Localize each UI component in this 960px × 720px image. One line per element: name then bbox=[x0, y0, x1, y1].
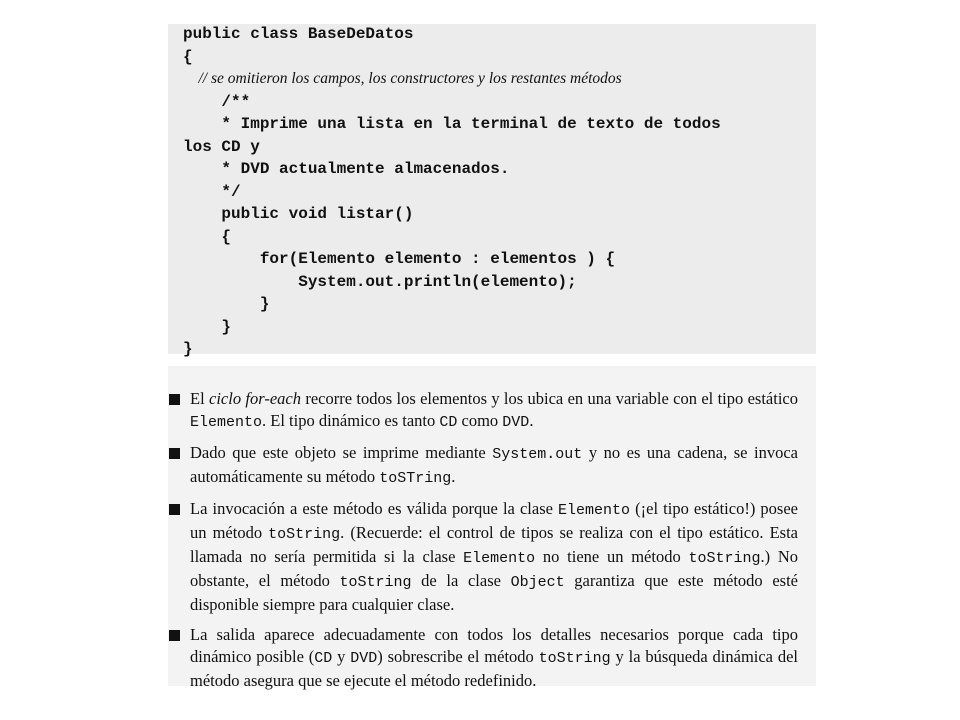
body-text: . bbox=[529, 411, 534, 430]
code-line: } bbox=[183, 295, 270, 313]
code-term: Elemento bbox=[558, 502, 631, 519]
body-text: Dado que este objeto se imprime mediante bbox=[190, 443, 493, 462]
bullet-square-icon bbox=[169, 504, 180, 515]
body-text: y la búsqueda dinámica del método asegura que se ejecute el método redefinido. bbox=[190, 647, 799, 690]
body-text: . El tipo dinámico es tanto bbox=[262, 411, 440, 430]
code-line: /** bbox=[183, 92, 251, 111]
body-text: ) sobrescribe el método bbox=[377, 647, 539, 666]
code-term: System.out bbox=[492, 446, 583, 463]
body-text: de la clase bbox=[411, 571, 511, 590]
code-line: } bbox=[183, 340, 193, 358]
code-line: los CD y bbox=[183, 137, 260, 156]
code-term: DVD bbox=[350, 650, 378, 667]
code-line: */ bbox=[183, 182, 241, 201]
bullet-list bbox=[168, 388, 808, 700]
code-term: toString bbox=[538, 650, 611, 667]
body-text: recorre todos los elementos y los ubica en una variable con el tipo estático bbox=[301, 389, 798, 408]
code-line: System.out.println(elemento); bbox=[183, 272, 577, 291]
body-text: no tiene un método bbox=[535, 547, 689, 566]
body-text: .) No obstante, el método bbox=[190, 547, 798, 590]
bullet-square-icon bbox=[169, 448, 180, 459]
body-text: y bbox=[332, 647, 351, 666]
bullet-square-icon bbox=[169, 394, 180, 405]
code-term: toString bbox=[339, 574, 412, 591]
body-text: . bbox=[451, 467, 456, 486]
code-line: { bbox=[183, 47, 193, 66]
body-text: y no es una cadena, se invoca automáticamente su método bbox=[190, 443, 798, 486]
body-text: La invocación a este método es válida porque la clase bbox=[190, 499, 559, 518]
bullet-item bbox=[168, 388, 798, 434]
code-line: { bbox=[183, 227, 232, 246]
code-line: public class BaseDeDatos bbox=[183, 25, 414, 43]
code-term: Elemento bbox=[463, 550, 536, 567]
code-line: } bbox=[183, 317, 232, 336]
code-comment bbox=[183, 70, 622, 87]
bullet-item bbox=[168, 442, 798, 490]
bullet-item bbox=[168, 498, 798, 616]
code-term: CD bbox=[439, 414, 458, 431]
body-text: . (Recuerde: el control de tipos se realiza con el tipo estático. Esta llamada no sería permitida si la clase bbox=[190, 523, 798, 566]
bullet-item bbox=[168, 624, 798, 692]
code-term: toString bbox=[268, 526, 341, 543]
bullet-square-icon bbox=[169, 630, 180, 641]
code-line: for(Elemento elemento : elementos ) { bbox=[183, 250, 616, 268]
body-text: garantiza que este método esté disponible siempre para cualquier clase. bbox=[190, 571, 798, 614]
code-term: Object bbox=[510, 574, 565, 591]
code-comment-text: // se omitieron los campos, los constructores y los restantes métodos bbox=[198, 70, 622, 87]
code-line: * Imprime una lista en la terminal de texto de todos bbox=[183, 115, 721, 133]
body-text: La salida aparece adecuadamente con todos los detalles necesarios porque cada tipo dinámico posible ( bbox=[190, 625, 798, 666]
code-term: DVD bbox=[502, 414, 530, 431]
code-listing bbox=[183, 23, 721, 361]
code-term: toString bbox=[688, 550, 761, 567]
code-term: toSTring bbox=[379, 470, 452, 487]
code-term: Elemento bbox=[190, 414, 263, 431]
body-text: El bbox=[190, 389, 210, 408]
code-line: public void listar() bbox=[183, 205, 414, 223]
body-text: (¡el tipo estático!) posee un método bbox=[190, 499, 798, 542]
emphasis-text: ciclo for-each bbox=[209, 389, 301, 408]
code-term: CD bbox=[314, 650, 333, 667]
code-line: * DVD actualmente almacenados. bbox=[183, 160, 510, 178]
body-text: como bbox=[457, 411, 503, 430]
